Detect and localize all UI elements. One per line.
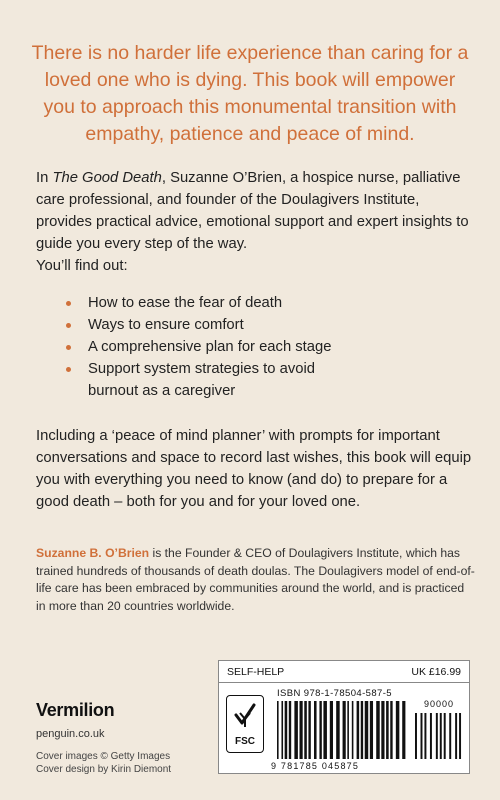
ean-barcode: [277, 701, 407, 759]
credit-line-design: Cover design by Kirin Diemont: [36, 764, 172, 775]
barcode-bar: [440, 713, 442, 759]
barcode-bar: [444, 713, 446, 759]
intro-prefix: In: [36, 170, 53, 186]
fsc-logo: [226, 695, 264, 753]
intro-body: , Suzanne O’Brien, a hospice nurse, palliative care professional, and founder of the Doulagivers Institute, provides practical advice, emotional support and expert insights to guide you every step of the way.: [36, 170, 469, 252]
barcode-bar: [343, 701, 346, 759]
publisher-website: penguin.co.uk: [36, 728, 105, 740]
list-item: How to ease the fear of death: [66, 292, 466, 314]
bullet-dot-icon: [66, 301, 71, 306]
feature-list: [66, 292, 466, 402]
fsc-tree-checkmark-icon: [232, 701, 258, 731]
cover-credits: [36, 750, 171, 776]
barcode-bar: [449, 713, 451, 759]
barcode-bar: [299, 701, 302, 759]
bio-text: is the Founder & CEO of Doulagivers Institute, which has trained hundreds of thousands of death doulas. The Doulagivers model of end-of-life care has been embraced by communities around the world, and is practiced in more than 20 countries worldwide.: [36, 546, 475, 613]
book-title: The Good Death: [52, 170, 162, 186]
barcode-bar: [347, 701, 349, 759]
barcode-bar: [459, 713, 461, 759]
barcode-bar: [285, 701, 288, 759]
intro-paragraph: [36, 167, 476, 277]
barcode-bar: [277, 701, 279, 759]
barcode-bar: [424, 713, 426, 759]
barcode-bar: [304, 701, 307, 759]
list-item: Ways to ensure comfort: [66, 314, 466, 336]
barcode-bar: [319, 701, 321, 759]
barcode-bar: [308, 701, 310, 759]
barcode-bar: [365, 701, 369, 759]
addon-barcode: [415, 701, 463, 759]
bullet-dot-icon: [66, 323, 71, 328]
barcode-bar: [436, 713, 438, 759]
barcode-bar: [323, 701, 327, 759]
ean-number: 9 781785 045875: [271, 761, 360, 771]
barcode-bar: [314, 701, 317, 759]
barcode-bar: [357, 701, 360, 759]
barcode-bar: [421, 713, 423, 759]
list-item: A comprehensive plan for each stage: [66, 336, 466, 358]
price-label: UK £16.99: [411, 666, 461, 678]
barcode-bar: [455, 713, 457, 759]
addon-number: 90000: [423, 699, 455, 709]
barcode-panel: [218, 660, 470, 774]
barcode-bar: [396, 701, 400, 759]
barcode-header: [219, 661, 469, 683]
barcode-bar: [381, 701, 384, 759]
barcode-bar: [289, 701, 291, 759]
bullet-dot-icon: [66, 367, 71, 372]
author-name: Suzanne B. O’Brien: [36, 546, 150, 560]
barcode-bar: [352, 701, 354, 759]
tagline: There is no harder life experience than caring for a loved one who is dying. This book will empower you to approach this monumental transition with empathy, patience and peace of mind.: [31, 42, 469, 145]
barcode-bar: [402, 701, 405, 759]
barcode-bar: [430, 713, 432, 759]
barcode-bar: [336, 701, 340, 759]
barcode-bar: [294, 701, 298, 759]
barcode-bar: [361, 701, 363, 759]
publisher-logo: Vermilion: [36, 700, 115, 720]
barcode-bar: [281, 701, 283, 759]
closing-paragraph: Including a ‘peace of mind planner’ with prompts for important conversations and space to record last wishes, this book will equip you with everything you need to know (and do) to prepare for a good death – both for you and for your loved one.: [36, 428, 472, 510]
credit-line-images: Cover images © Getty Images: [36, 751, 171, 762]
barcode-bar: [376, 701, 380, 759]
author-bio: [36, 545, 476, 615]
barcode-bar: [386, 701, 389, 759]
barcode-bar: [330, 701, 333, 759]
fsc-label: FSC: [235, 736, 255, 747]
bullet-dot-icon: [66, 345, 71, 350]
list-item: Support system strategies to avoid burnout as a caregiver: [66, 358, 366, 402]
intro-lead-in: You’ll find out:: [36, 258, 128, 274]
category-label: SELF-HELP: [227, 666, 285, 678]
barcode-bar: [415, 713, 417, 759]
barcode-bar: [370, 701, 373, 759]
isbn-text: ISBN 978-1-78504-587-5: [277, 688, 392, 699]
barcode-bar: [390, 701, 392, 759]
